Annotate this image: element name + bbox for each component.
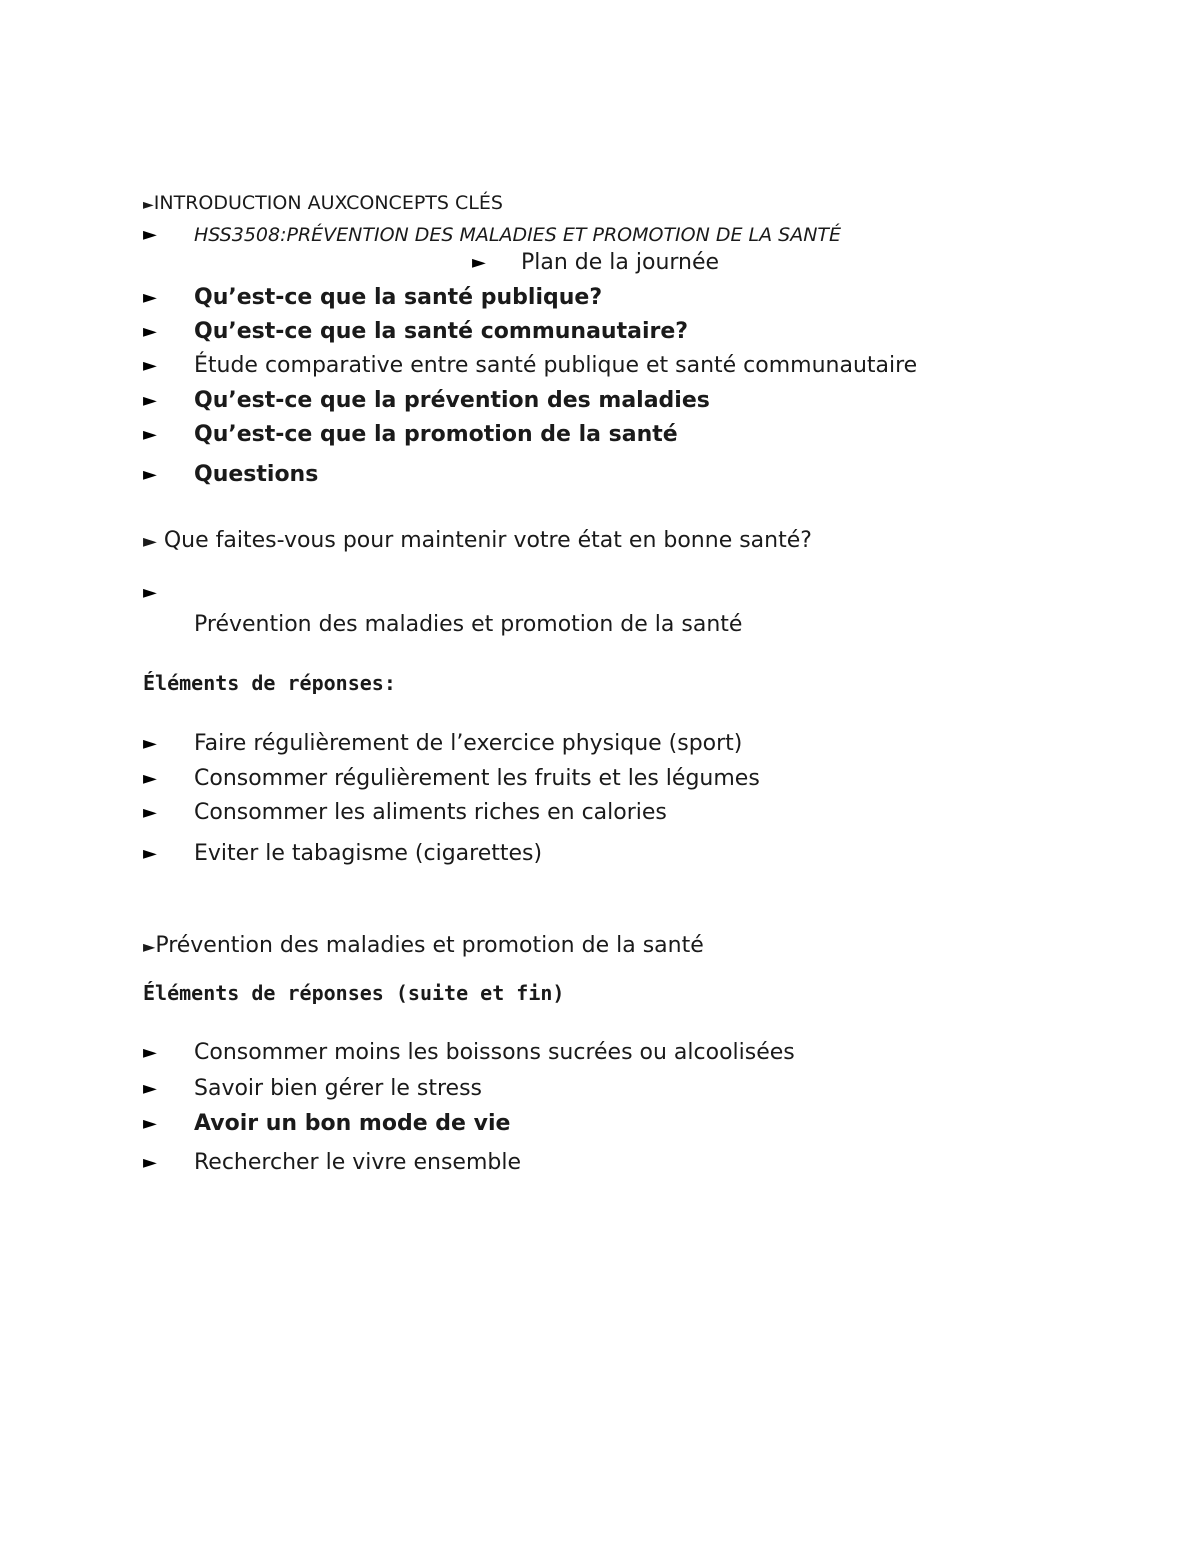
list-item: Faire régulièrement de l’exercice physique (sport): [194, 731, 743, 756]
bullet-arrow-icon: ►: [143, 1078, 157, 1099]
list-item: Consommer régulièrement les fruits et les légumes: [194, 766, 760, 791]
list-item: Consommer les aliments riches en calories: [194, 800, 667, 825]
list-item: Avoir un bon mode de vie: [194, 1111, 511, 1136]
bullet-arrow-icon: ►: [143, 582, 157, 603]
bullet-arrow-icon: ►: [472, 252, 486, 273]
bullet-arrow-icon: ►: [143, 937, 156, 956]
question-text: Que faites-vous pour maintenir votre état en bonne santé?: [163, 528, 812, 553]
bullet-arrow-icon: ►: [143, 224, 157, 245]
agenda-item: Qu’est-ce que la santé publique?: [194, 285, 603, 310]
course-intro-line: [143, 189, 503, 219]
agenda-item: Qu’est-ce que la promotion de la santé: [194, 422, 678, 447]
plan-label: Plan de la journée: [521, 250, 720, 275]
list-item: Rechercher le vivre ensemble: [194, 1150, 521, 1175]
bullet-arrow-icon: ►: [143, 390, 157, 411]
bullet-arrow-icon: ►: [143, 733, 157, 754]
course-title: HSS3508:PRÉVENTION DES MALADIES ET PROMOTION DE LA SANTÉ: [194, 224, 842, 246]
bullet-arrow-icon: ►: [143, 287, 157, 308]
bullet-arrow-icon: ►: [143, 1042, 157, 1063]
bullet-arrow-icon: ►: [143, 355, 157, 376]
bullet-arrow-icon: ►: [143, 531, 157, 552]
bullet-arrow-icon: ►: [143, 424, 157, 445]
agenda-item: Étude comparative entre santé publique et santé communautaire: [194, 353, 918, 378]
section1-title: Prévention des maladies et promotion de la santé: [194, 612, 743, 637]
bullet-arrow-icon: ►: [143, 321, 157, 342]
course-intro: INTRODUCTION AUXCONCEPTS CLÉS: [153, 192, 503, 214]
bullet-arrow-icon: ►: [143, 197, 154, 213]
question-line: [143, 527, 812, 556]
bullet-arrow-icon: ►: [143, 1113, 157, 1134]
list-item: Consommer moins les boissons sucrées ou alcoolisées: [194, 1040, 795, 1065]
list-item: Eviter le tabagisme (cigarettes): [194, 841, 543, 866]
list-item: Savoir bien gérer le stress: [194, 1076, 483, 1101]
section1-heading: Éléments de réponses:: [143, 671, 396, 695]
agenda-item: Qu’est-ce que la prévention des maladies: [194, 388, 710, 413]
section2-title-line: [143, 932, 704, 961]
section2-title: Prévention des maladies et promotion de la santé: [155, 933, 704, 958]
bullet-arrow-icon: ►: [143, 843, 157, 864]
agenda-item: Qu’est-ce que la santé communautaire?: [194, 319, 689, 344]
bullet-arrow-icon: ►: [143, 802, 157, 823]
bullet-arrow-icon: ►: [143, 1152, 157, 1173]
bullet-arrow-icon: ►: [143, 464, 157, 485]
bullet-arrow-icon: ►: [143, 768, 157, 789]
agenda-item: Questions: [194, 462, 319, 487]
section2-heading: Éléments de réponses (suite et fin): [143, 981, 565, 1005]
